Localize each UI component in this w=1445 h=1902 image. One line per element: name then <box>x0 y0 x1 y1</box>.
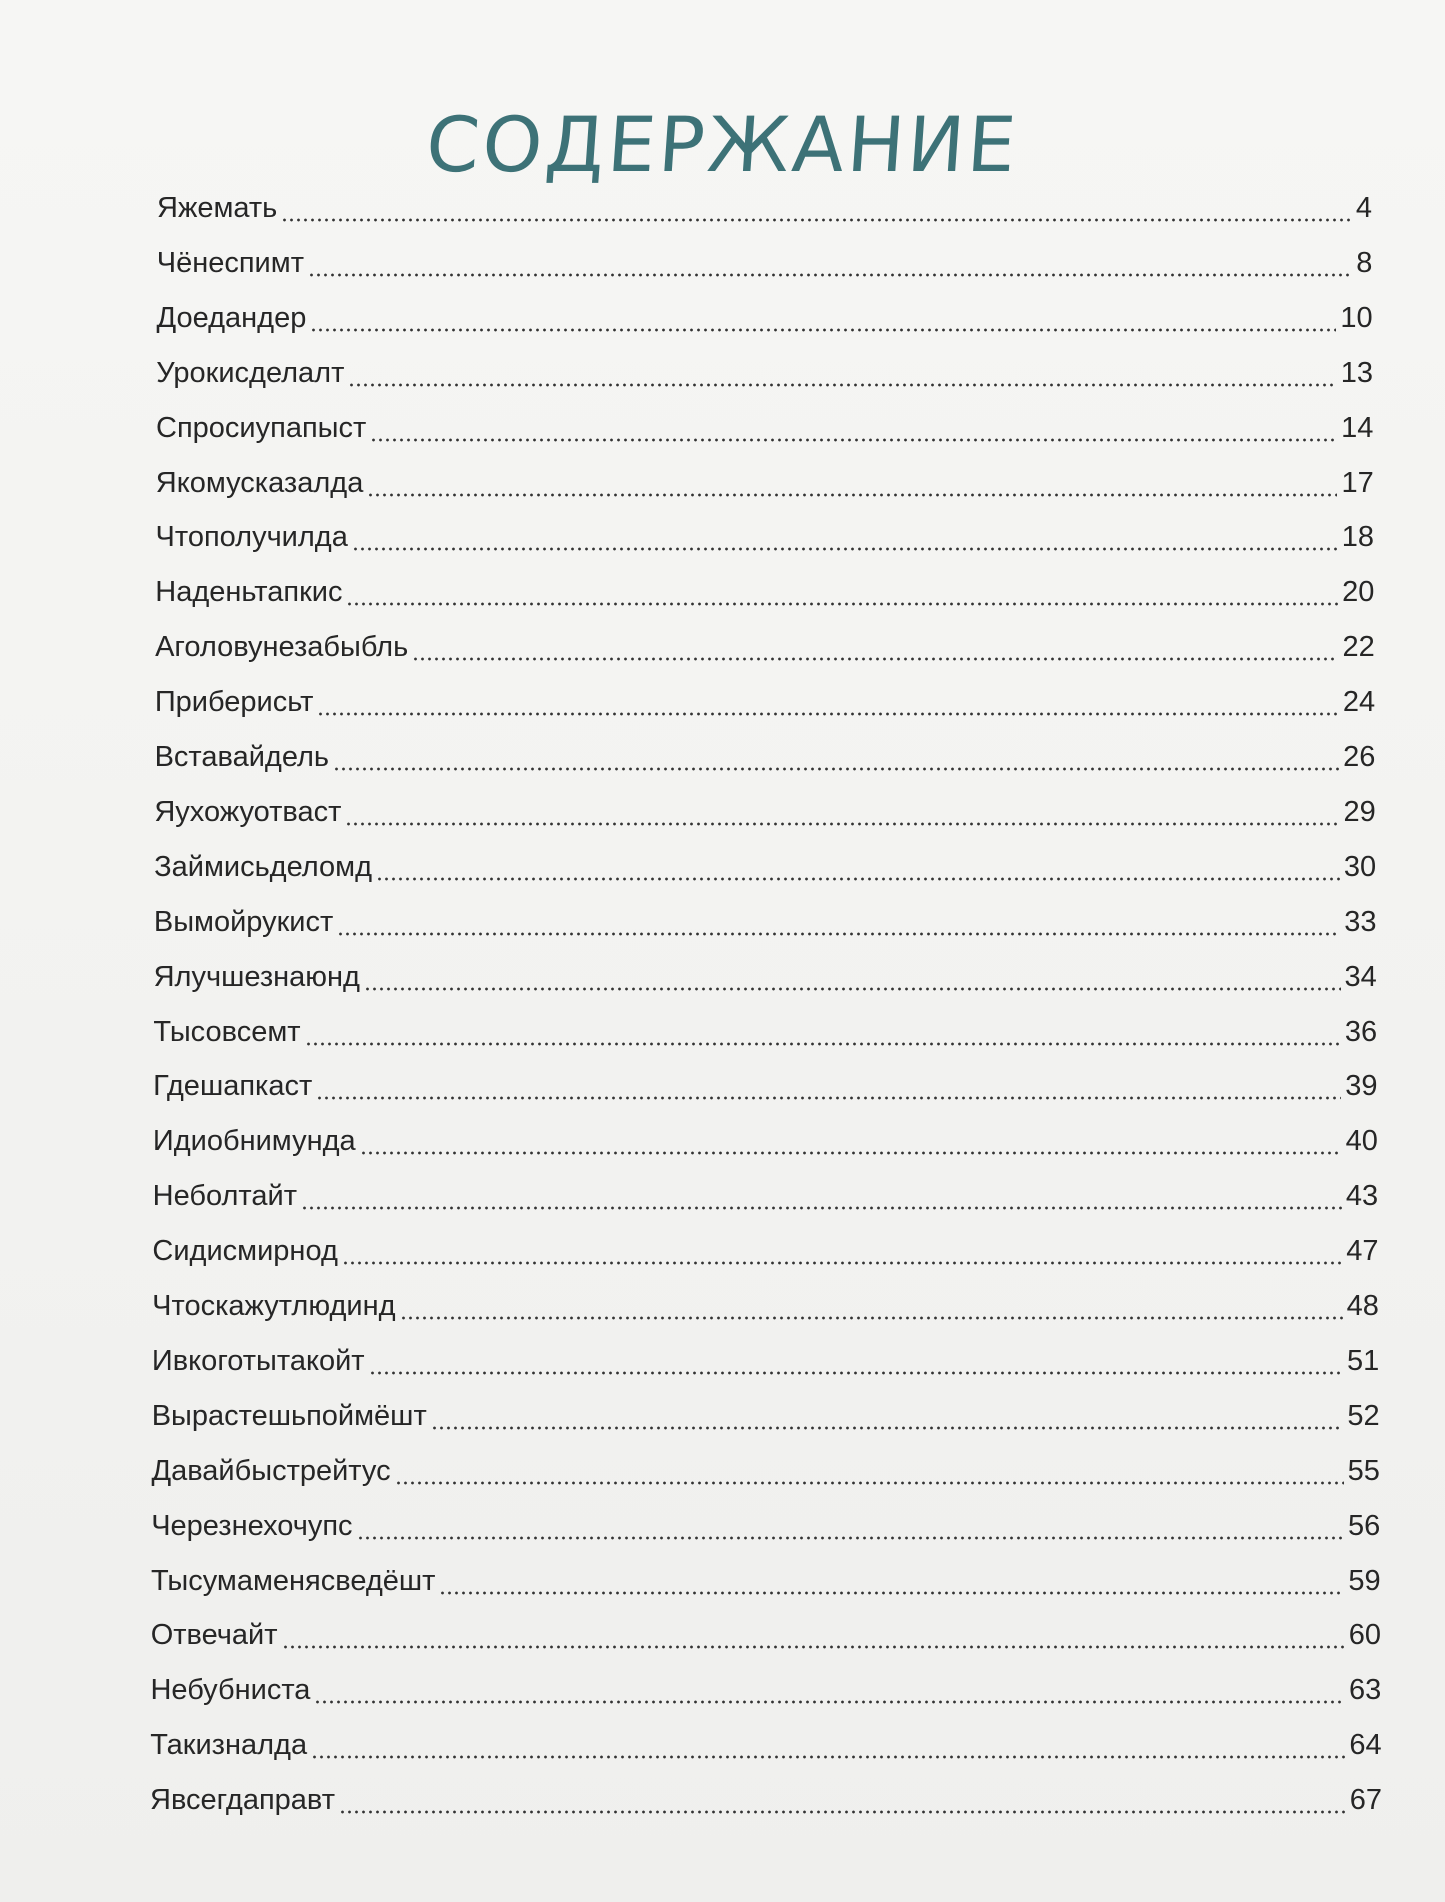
toc-entry-title: Небубниста <box>150 1674 311 1707</box>
page-title: СОДЕРЖАНИЕ <box>423 99 1022 189</box>
dot-leader <box>431 1426 1344 1430</box>
toc-entry-title: Явсегдаправт <box>150 1784 335 1817</box>
toc-entry-title: Сидисмирнод <box>152 1235 338 1268</box>
toc-entry-title: Яухожуотваст <box>154 795 342 828</box>
dot-leader <box>367 493 1337 497</box>
toc-entry-page-number: 30 <box>1343 850 1377 883</box>
toc-entry <box>155 686 1375 726</box>
dot-leader <box>395 1481 1344 1485</box>
toc-entry <box>157 302 1373 342</box>
toc-entry-page-number: 51 <box>1346 1344 1380 1377</box>
dot-leader <box>281 218 1352 222</box>
toc-entry-page-number: 10 <box>1340 301 1373 334</box>
toc-entry <box>152 1400 1380 1440</box>
toc-entry-page-number: 47 <box>1346 1235 1379 1268</box>
toc-entry-page-number: 63 <box>1349 1674 1382 1707</box>
toc-entry <box>156 357 1373 397</box>
dot-leader <box>400 1316 1343 1320</box>
toc-entry <box>154 796 1375 836</box>
toc-entry-page-number: 39 <box>1345 1070 1378 1103</box>
toc-entry-page-number: 33 <box>1344 905 1377 938</box>
toc-entry-title: Займисьделомд <box>154 850 373 883</box>
dot-leader <box>370 438 1337 442</box>
dot-leader <box>317 712 1338 716</box>
toc-entry-page-number: 40 <box>1345 1125 1378 1158</box>
toc-entry-page-number: 26 <box>1343 741 1376 773</box>
dot-leader <box>364 987 1341 991</box>
toc-entry-title: Урокисделалт <box>156 356 345 389</box>
dot-leader <box>282 1645 1345 1649</box>
toc-entry-title: Вставайдель <box>154 741 330 773</box>
dot-leader <box>337 932 1340 936</box>
dot-leader <box>376 877 1340 881</box>
toc-entry <box>151 1619 1381 1659</box>
dot-leader <box>360 1151 1342 1155</box>
dot-leader <box>342 1261 1342 1265</box>
toc-entry-title: Давайбыстрейтус <box>151 1454 391 1487</box>
toc-entry-title: Неболтайт <box>152 1180 297 1213</box>
dot-leader <box>308 273 1352 277</box>
toc-entry-title: Приберисьт <box>154 686 314 719</box>
toc-entry-page-number: 48 <box>1346 1290 1379 1322</box>
toc-entry <box>153 1070 1377 1110</box>
toc-entry-title: Наденьтапкис <box>155 576 343 609</box>
toc-entry-page-number: 36 <box>1344 1015 1378 1048</box>
toc-entry-page-number: 24 <box>1342 686 1376 719</box>
toc-entry-page-number: 56 <box>1348 1509 1381 1542</box>
dot-leader <box>316 1096 1341 1100</box>
toc-entry-page-number: 29 <box>1343 795 1376 828</box>
toc-entry-title: Гдешапкаст <box>153 1070 313 1103</box>
toc-entry <box>155 631 1375 671</box>
toc-entry-title: Вымойрукист <box>153 905 334 938</box>
toc-entry <box>156 412 1373 452</box>
dot-leader <box>314 1700 1345 1704</box>
toc-entry-title: Чтополучилда <box>155 521 348 554</box>
toc-entry <box>153 1180 1379 1220</box>
toc-entry <box>156 467 1374 507</box>
toc-entry <box>150 1729 1381 1769</box>
toc-entry <box>150 1784 1382 1824</box>
toc-entry-page-number: 17 <box>1341 466 1374 499</box>
toc-entry-page-number: 8 <box>1356 246 1373 279</box>
toc-entry <box>153 1016 1377 1056</box>
dot-leader <box>412 657 1338 661</box>
toc-entry <box>155 741 1376 781</box>
dot-leader <box>348 383 1336 387</box>
toc-entry-title: Спросиупапыст <box>156 411 367 444</box>
toc-entry-title: Такизналда <box>150 1729 308 1762</box>
toc-entry <box>153 1125 1378 1165</box>
toc-entry-page-number: 4 <box>1355 192 1372 224</box>
toc-entry-page-number: 64 <box>1349 1729 1382 1762</box>
toc-entry-title: Ивкоготытакойт <box>151 1344 365 1377</box>
toc-entry-page-number: 43 <box>1345 1180 1379 1213</box>
toc-entry-title: Яжемать <box>157 192 278 224</box>
dot-leader <box>333 767 1339 771</box>
dot-leader <box>439 1591 1344 1595</box>
toc-entry <box>152 1345 1379 1385</box>
toc-entry-page-number: 34 <box>1344 960 1377 993</box>
toc-entry-page-number: 22 <box>1342 631 1375 664</box>
dot-leader <box>311 1755 1345 1759</box>
toc-entry <box>151 1510 1380 1550</box>
toc-entry-title: Идиобнимунда <box>152 1125 356 1158</box>
toc-entry <box>154 906 1377 946</box>
toc-entry-page-number: 20 <box>1342 576 1375 609</box>
toc-entry <box>151 1565 1381 1605</box>
dot-leader <box>339 1810 1346 1814</box>
dot-leader <box>352 547 1338 551</box>
toc-entry-page-number: 14 <box>1341 411 1374 444</box>
toc-entry-page-number: 55 <box>1347 1454 1380 1487</box>
toc-entry-page-number: 52 <box>1347 1399 1380 1432</box>
toc-entry <box>155 576 1374 616</box>
toc-entry <box>150 1674 1381 1714</box>
dot-leader <box>301 1206 1342 1210</box>
dot-leader <box>305 1042 1341 1046</box>
toc-entry <box>152 1290 1379 1330</box>
toc-entry-title: Черезнехочупс <box>151 1509 353 1542</box>
dot-leader <box>346 602 1338 606</box>
toc-entry-page-number: 60 <box>1348 1619 1381 1652</box>
toc-entry <box>157 192 1372 232</box>
toc-entry-title: Отвечайт <box>150 1619 278 1652</box>
toc-entry <box>156 521 1375 561</box>
toc-entry-title: Тысовсемт <box>153 1015 301 1048</box>
toc-entry-title: Аголовунезабыбль <box>155 631 409 664</box>
toc-entry-title: Ялучшезнаюнд <box>153 960 360 993</box>
toc-entry <box>152 1235 1378 1275</box>
toc-entry-title: Якомусказалда <box>155 466 364 499</box>
toc-entry <box>157 247 1373 287</box>
toc-entry-page-number: 13 <box>1340 356 1374 389</box>
toc-entry <box>154 961 1377 1001</box>
dot-leader <box>345 822 1339 826</box>
dot-leader <box>310 328 1336 332</box>
toc-entry-page-number: 67 <box>1349 1784 1382 1817</box>
toc-entry-title: Вырастешьпоймёшт <box>151 1399 427 1432</box>
toc-entry <box>151 1455 1379 1495</box>
toc-entry-title: Доедандер <box>156 301 307 334</box>
dot-leader <box>357 1536 1344 1540</box>
toc-entry-title: Тысумаменясведёшт <box>150 1564 436 1597</box>
toc-entry-title: Чёнеспимт <box>156 246 304 279</box>
toc-entry-page-number: 18 <box>1341 521 1375 554</box>
toc-entry-title: Чтоскажутлюдинд <box>152 1290 396 1322</box>
toc-entry-page-number: 59 <box>1348 1564 1381 1597</box>
toc-entry <box>154 851 1376 891</box>
dot-leader <box>369 1371 1343 1375</box>
